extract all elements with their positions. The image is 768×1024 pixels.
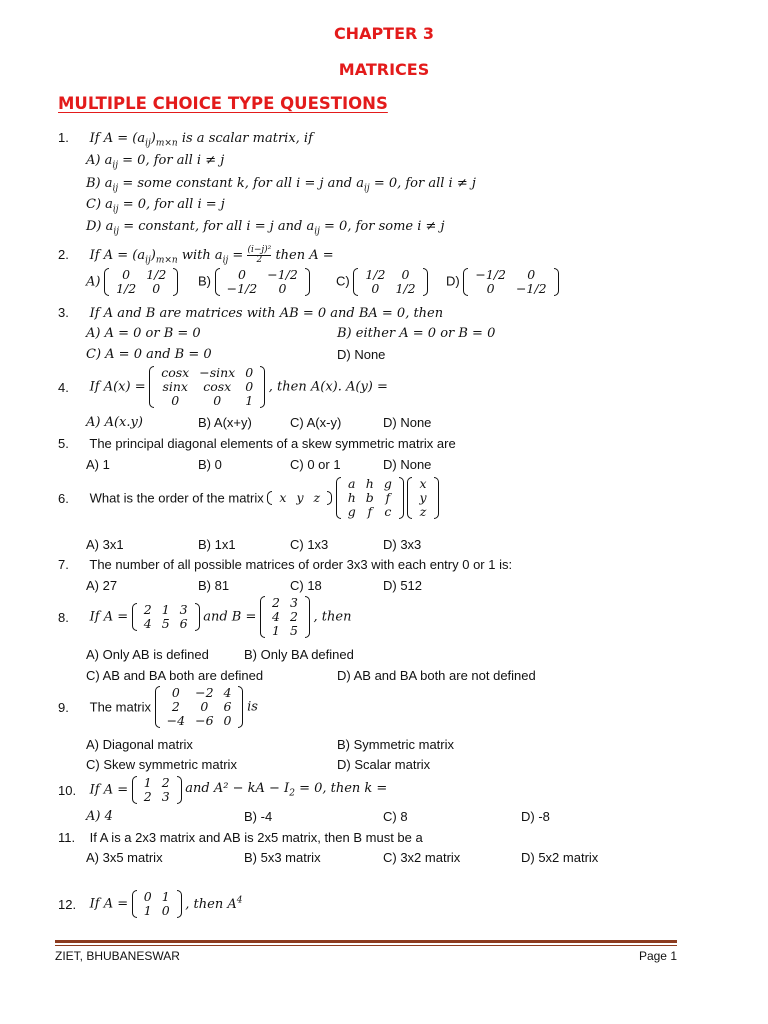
question-stem: The number of all possible matrices of order 3x3 with each entry 0 or 1 is: — [89, 557, 513, 572]
question-number: 7. — [58, 557, 69, 572]
question-8: 8. If A = 2 1 3 4 5 6 and B = 2 3 4 2 1 5 , then — [58, 595, 352, 638]
matrix: 0 −1/2 −1/2 0 — [215, 268, 310, 296]
option-d: D) 5x2 matrix — [521, 850, 599, 865]
option-b: B) either A = 0 or B = 0 — [337, 326, 496, 341]
matrix: 0 −2 4 2 0 6 −4 −6 0 — [155, 686, 244, 728]
question-2 — [58, 246, 334, 266]
option-b: B) $a_{ij}$ = some constant k, for all i = j and $a_{ij} = 0$, for all i ≠ j — [86, 176, 476, 194]
option-c: C) Skew symmetric matrix — [86, 757, 237, 772]
option-d: D) None — [383, 415, 432, 430]
footer-rule-thin — [55, 945, 677, 946]
question-number: 11. — [58, 830, 76, 845]
question-stem: If $A = (a_{ij})_{m\times n}$ with $a_{ij}$ = $\frac{\text{(i−j)²}}{2}$ then A = — [89, 245, 334, 266]
option-c: C) 1x3 — [290, 537, 329, 552]
question-11 — [58, 830, 423, 845]
option-d: D) −1/2 0 0 −1/2 — [446, 268, 559, 296]
question-7 — [58, 557, 512, 572]
footer-institution: ZIET, BHUBANESWAR — [55, 949, 180, 963]
option-c: C) 1/2 0 0 1/2 — [336, 268, 428, 296]
option-a: A) 4 — [86, 809, 113, 824]
section-heading: MULTIPLE CHOICE TYPE QUESTIONS — [58, 94, 388, 113]
option-a: A) 1 — [86, 457, 110, 472]
option-a: A) Only AB is defined — [86, 647, 209, 662]
option-c: C) A(x-y) — [290, 415, 342, 430]
question-number: 2. — [58, 247, 69, 262]
matrix: 0 1 1 0 — [132, 890, 182, 918]
square-matrix: a h g h b f g f c — [336, 477, 404, 519]
option-a: A) 0 1/2 1/2 0 — [86, 268, 178, 296]
question-number: 12. — [58, 896, 77, 912]
option-a: A) A(x.y) — [86, 415, 143, 430]
row-matrix: x y z — [267, 491, 332, 505]
option-d: D) 3x3 — [383, 537, 422, 552]
matrix-a: 2 1 3 4 5 6 — [132, 603, 200, 631]
matrix: −1/2 0 0 −1/2 — [463, 268, 558, 296]
question-12: 12. If A = 0 1 1 0 , then $A^4$ — [58, 889, 243, 918]
option-d: D) $a_{ij}$ = constant, for all i = j and $a_{ij} = 0$, for some i ≠ j — [86, 219, 445, 237]
option-d: D) -8 — [521, 809, 550, 824]
option-b: B) 0 — [198, 457, 222, 472]
matrix: cosx −sinx 0 sinx cosx 0 0 0 1 — [149, 366, 265, 408]
chapter-topic: MATRICES — [338, 60, 430, 79]
question-6: 6. What is the order of the matrix x y z a h g h b f g f c x y z — [58, 477, 439, 519]
option-a: A) Diagonal matrix — [86, 737, 193, 752]
question-3 — [58, 305, 443, 321]
question-stem: If A and B are matrices with AB = 0 and BA = 0, then — [89, 306, 444, 321]
option-b: B) 1x1 — [198, 537, 236, 552]
question-stem: The principal diagonal elements of a skew symmetric matrix are — [89, 436, 456, 451]
option-c: C) AB and BA both are defined — [86, 668, 264, 683]
option-d: D) Scalar matrix — [337, 757, 431, 772]
option-d: D) None — [383, 457, 432, 472]
question-number: 10. — [58, 782, 77, 798]
option-c: C) A = 0 and B = 0 — [86, 347, 212, 362]
page-number: Page 1 — [638, 949, 677, 963]
question-9: 9. The matrix 0 −2 4 2 0 6 −4 −6 0 is — [58, 685, 258, 728]
option-c: C) 18 — [290, 578, 322, 593]
question-1 — [58, 130, 313, 149]
option-b: B) -4 — [244, 809, 273, 824]
question-stem: If $A = (a_{ij})_{m\times n}$ is a scalar matrix, if — [89, 131, 313, 149]
question-number: 6. — [58, 490, 69, 506]
question-number: 4. — [58, 379, 69, 395]
option-a: A) 3x1 — [86, 537, 124, 552]
option-a: A) 27 — [86, 578, 118, 593]
option-d: D) AB and BA both are not defined — [337, 668, 536, 683]
option-b: B) 0 −1/2 −1/2 0 — [198, 268, 310, 296]
matrix: 1/2 0 0 1/2 — [353, 268, 427, 296]
option-b: B) 81 — [198, 578, 230, 593]
question-number: 8. — [58, 609, 69, 625]
question-10: 10. If A = 1 2 2 3 and A² − kA − $I_2 = 0$, then k = — [58, 775, 388, 804]
option-c: C) 8 — [383, 809, 408, 824]
question-5 — [58, 436, 456, 451]
question-4: 4. If A(x) = cosx −sinx 0 sinx cosx 0 0 0 1 , then A(x). A(y) = — [58, 365, 388, 408]
option-a: A) $a_{ij} = 0$, for all i ≠ j — [86, 153, 225, 171]
option-c: C) 3x2 matrix — [383, 850, 461, 865]
option-b: B) A(x+y) — [198, 415, 252, 430]
option-b: B) Only BA defined — [244, 647, 354, 662]
option-c: C) 0 or 1 — [290, 457, 341, 472]
matrix: 1 2 2 3 — [132, 776, 182, 804]
question-number: 5. — [58, 436, 69, 451]
column-matrix: x y z — [407, 477, 438, 519]
option-a: A) A = 0 or B = 0 — [86, 326, 201, 341]
chapter-title: CHAPTER 3 — [333, 24, 435, 43]
matrix-b: 2 3 4 2 1 5 — [260, 596, 310, 638]
question-number: 3. — [58, 305, 69, 320]
option-a: A) 3x5 matrix — [86, 850, 163, 865]
option-c: C) $a_{ij} = 0$, for all i = j — [86, 197, 225, 215]
option-b: B) Symmetric matrix — [337, 737, 454, 752]
option-b: B) 5x3 matrix — [244, 850, 321, 865]
option-d: D) 512 — [383, 578, 423, 593]
footer-rule — [55, 940, 677, 943]
question-number: 1. — [58, 130, 69, 145]
option-d: D) None — [337, 347, 386, 362]
question-stem: If A is a 2x3 matrix and AB is 2x5 matrix, then B must be a — [89, 830, 423, 845]
question-number: 9. — [58, 699, 69, 715]
matrix: 0 1/2 1/2 0 — [104, 268, 178, 296]
